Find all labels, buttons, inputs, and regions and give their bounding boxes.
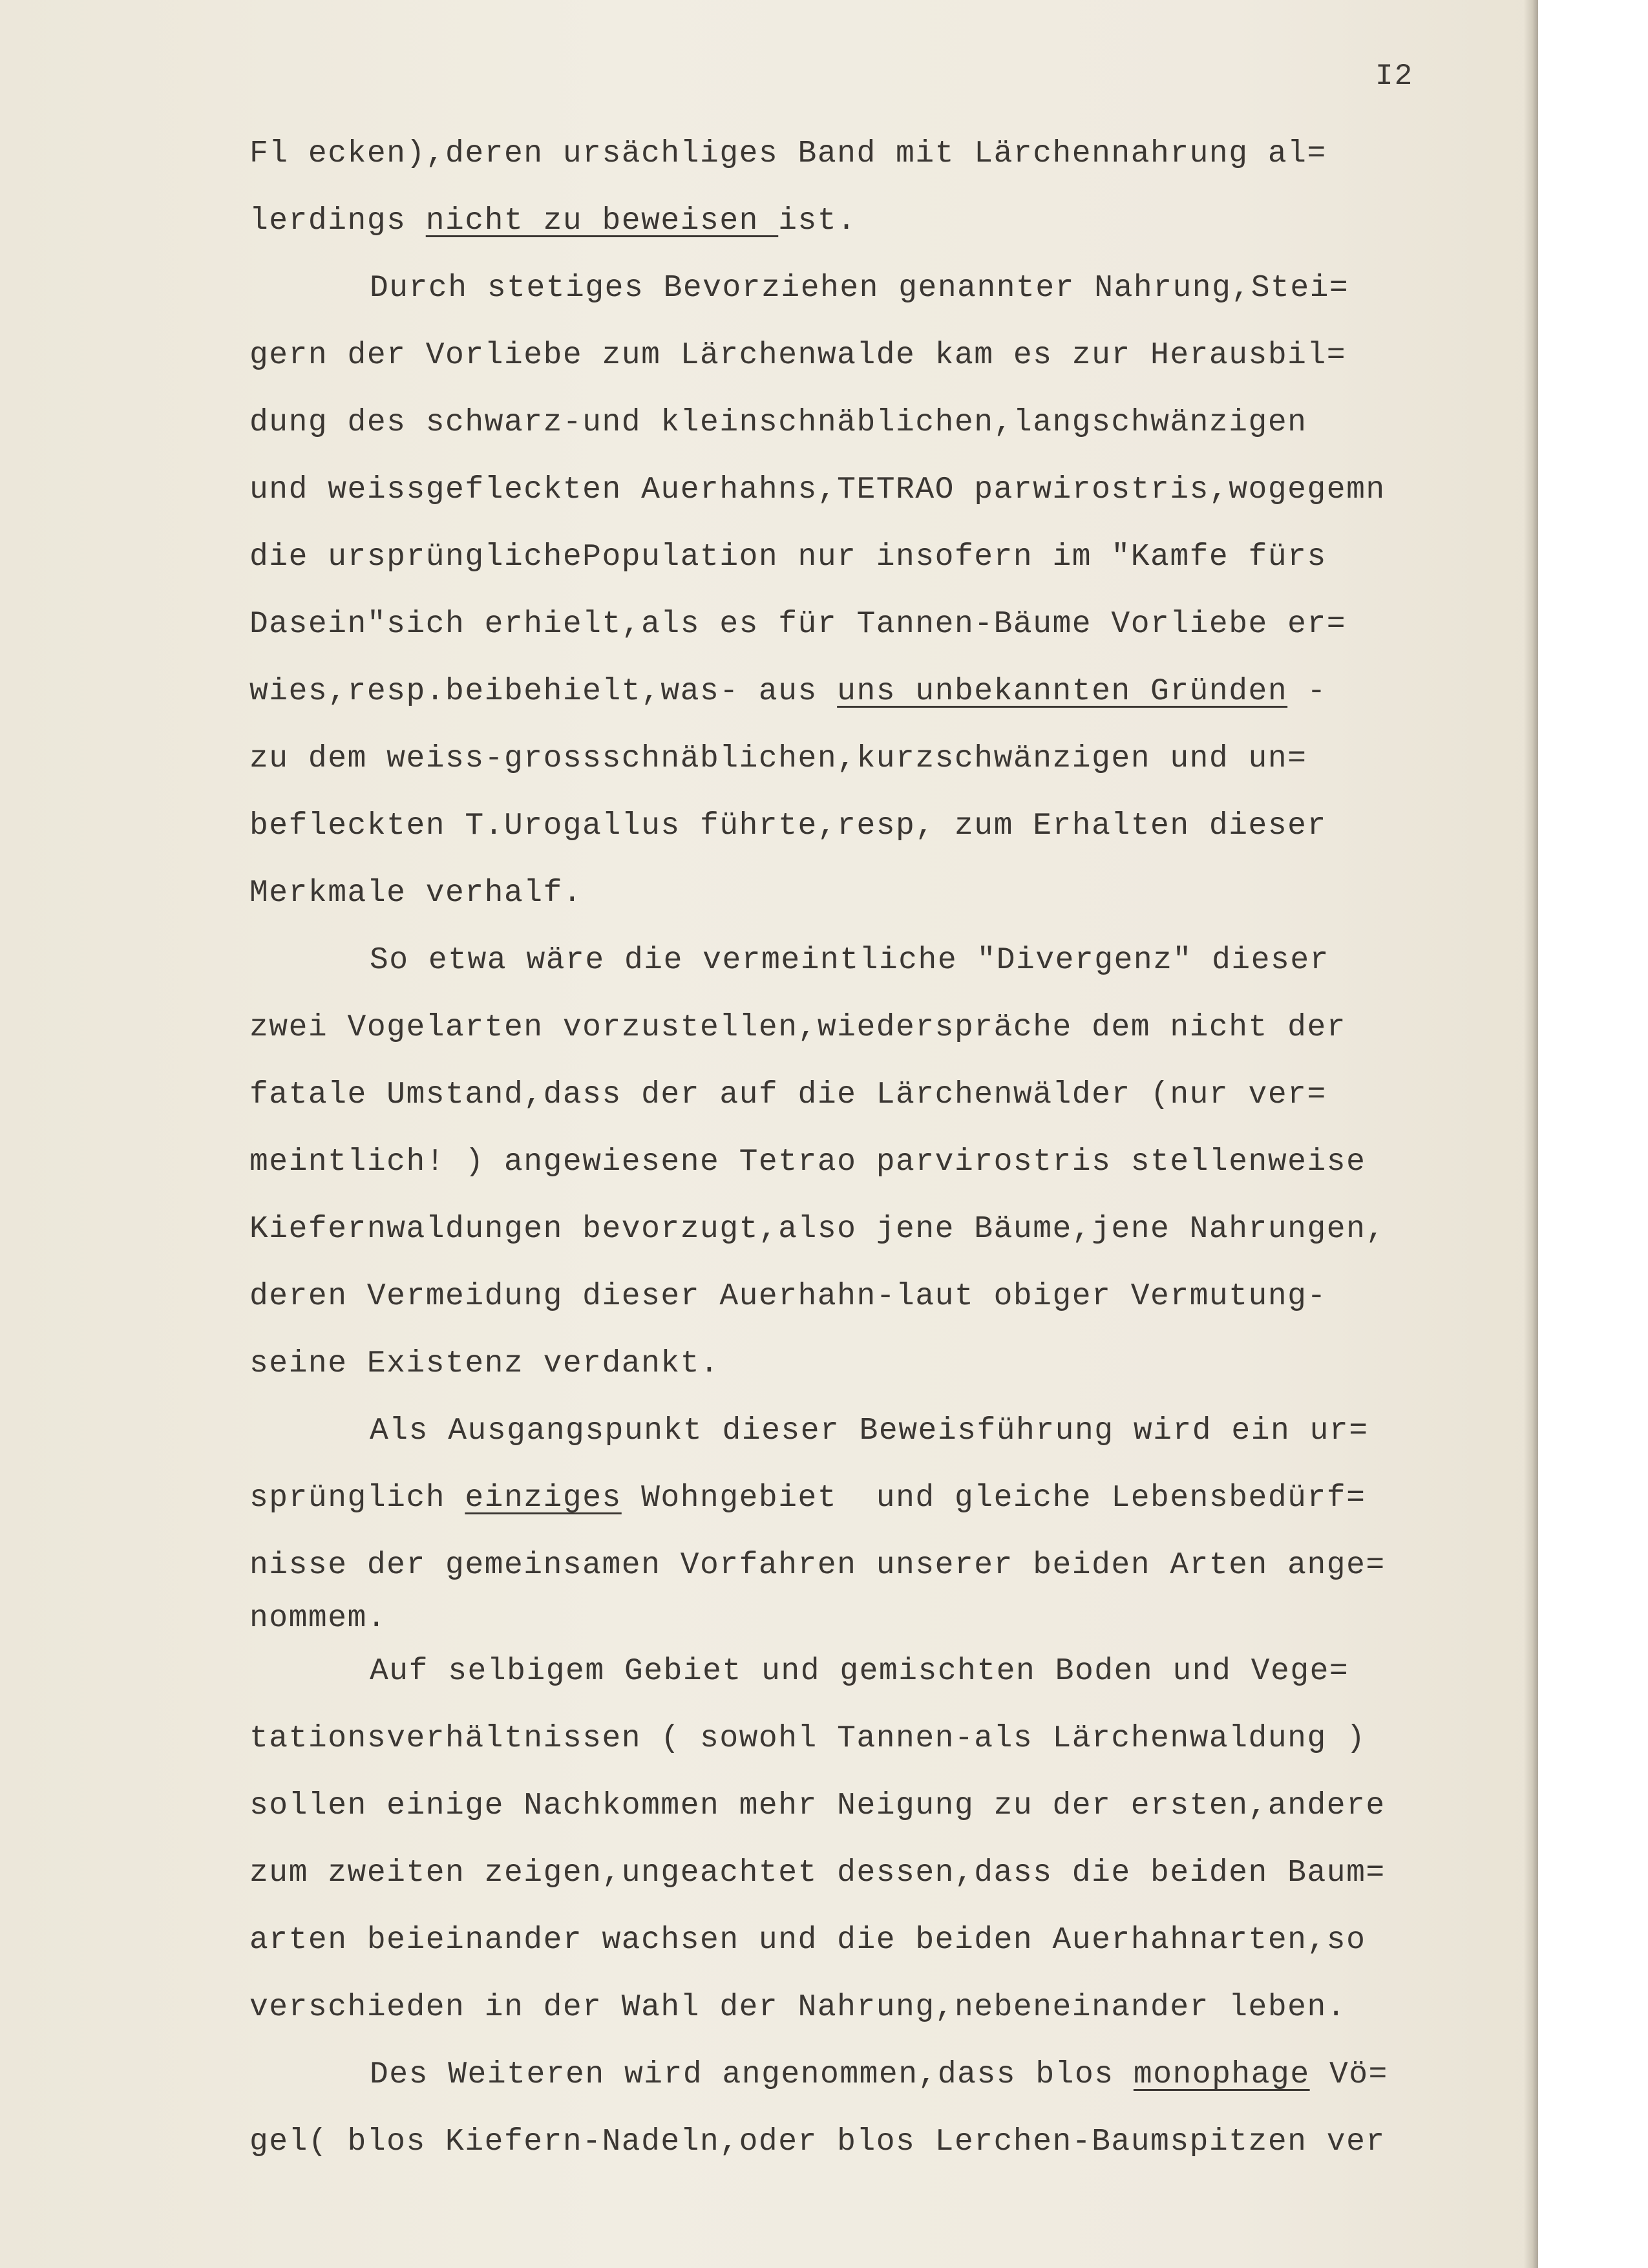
line-text: Des Weiteren wird angenommen,dass blos [370, 2057, 1134, 2092]
line-text: wies,resp.beibehielt,was- aus [249, 674, 838, 709]
text-line [249, 860, 1516, 927]
line-text: Dasein"sich erhielt,als es für Tannen-Bäume Vorliebe er= [249, 607, 1347, 642]
line-text: - [1287, 674, 1327, 709]
line-text: arten beieinander wachsen und die beiden Auerhahnarten,so [249, 1923, 1366, 1958]
line-text: die ursprünglichePopulation nur insofern im "Kamfe fürs [249, 540, 1327, 575]
line-text: befleckten T.Urogallus führte,resp, zum Erhalten dieser [249, 809, 1327, 843]
line-text: nisse der gemeinsamen Vorfahren unserer beiden Arten ange= [249, 1548, 1386, 1583]
page-number: I2 [1375, 59, 1414, 93]
line-text: Wohngebiet und gleiche Lebensbedürf= [621, 1481, 1366, 1516]
text-line [249, 1532, 1516, 1599]
line-text: Kiefernwaldungen bevorzugt,also jene Bäume,jene Nahrungen, [249, 1212, 1386, 1247]
text-line [249, 456, 1516, 524]
underlined-text: nicht zu beweisen [425, 204, 779, 238]
line-text: lerdings [249, 204, 426, 238]
line-text: Merkmale verhalf. [249, 876, 583, 911]
line-text: zwei Vogelarten vorzustellen,wiederspräche dem nicht der [249, 1010, 1347, 1045]
line-text: zum zweiten zeigen,ungeachtet dessen,dass die beiden Baum= [249, 1856, 1386, 1891]
text-line [249, 187, 1516, 255]
line-text: verschieden in der Wahl der Nahrung,nebeneinander leben. [249, 1990, 1347, 2025]
line-text: dung des schwarz-und kleinschnäblichen,langschwänzigen [249, 405, 1307, 440]
underlined-text: einziges [465, 1481, 622, 1516]
text-line [249, 1397, 1516, 1465]
text-line [249, 1839, 1516, 1907]
text-line [249, 1907, 1516, 1974]
text-line [249, 322, 1516, 389]
text-line [249, 1772, 1516, 1839]
text-line [249, 1638, 1516, 1705]
line-text: Durch stetiges Bevorziehen genannter Nahrung,Stei= [370, 271, 1349, 306]
line-text: ist. [778, 204, 857, 238]
text-line [249, 255, 1516, 322]
line-text: seine Existenz verdankt. [249, 1346, 720, 1381]
text-line [249, 1974, 1516, 2041]
typewritten-body [249, 120, 1516, 2176]
text-line [249, 658, 1516, 725]
text-line [249, 2108, 1516, 2176]
line-text: sollen einige Nachkommen mehr Neigung zu der ersten,andere [249, 1788, 1386, 1823]
text-line [249, 2041, 1516, 2108]
text-line [249, 1330, 1516, 1397]
text-line [249, 1705, 1516, 1772]
text-line [249, 927, 1516, 994]
text-line [249, 1061, 1516, 1129]
text-line [249, 1196, 1516, 1263]
line-text: fatale Umstand,dass der auf die Lärchenwälder (nur ver= [249, 1077, 1327, 1112]
text-line [249, 1465, 1516, 1532]
line-text: deren Vermeidung dieser Auerhahn-laut obiger Vermutung- [249, 1279, 1327, 1314]
underlined-text: monophage [1133, 2057, 1310, 2092]
line-text: und weissgefleckten Auerhahns,TETRAO parwirostris,wogegemn [249, 472, 1386, 507]
line-text: Fl ecken),deren ursächliges Band mit Lärchennahrung al= [249, 136, 1327, 171]
text-line [249, 524, 1516, 591]
line-text: So etwa wäre die vermeintliche "Divergenz" dieser [370, 943, 1329, 978]
text-line [249, 994, 1516, 1061]
line-text: Auf selbigem Gebiet und gemischten Boden und Vege= [370, 1654, 1349, 1689]
line-text: zu dem weiss-grossschnäblichen,kurzschwänzigen und un= [249, 741, 1307, 776]
text-line [249, 725, 1516, 792]
text-line [249, 1129, 1516, 1196]
text-line [249, 792, 1516, 860]
line-text: Als Ausgangspunkt dieser Beweisführung wird ein ur= [370, 1414, 1369, 1448]
line-text: nommem. [249, 1601, 387, 1636]
text-line [249, 389, 1516, 456]
text-line [249, 1263, 1516, 1330]
underlined-text: uns unbekannten Gründen [837, 674, 1288, 709]
line-text: tationsverhältnissen ( sowohl Tannen-als Lärchenwaldung ) [249, 1721, 1366, 1756]
line-text: gern der Vorliebe zum Lärchenwalde kam es zur Herausbil= [249, 338, 1347, 373]
line-text: sprünglich [249, 1481, 465, 1516]
line-text: Vö= [1309, 2057, 1388, 2092]
paper-edge-shadow [1524, 0, 1538, 2268]
line-text: gel( blos Kiefern-Nadeln,oder blos Lerchen-Baumspitzen ver [249, 2125, 1386, 2159]
text-line [249, 120, 1516, 187]
text-line [249, 1599, 1516, 1638]
text-line [249, 591, 1516, 658]
line-text: meintlich! ) angewiesene Tetrao parvirostris stellenweise [249, 1145, 1366, 1180]
